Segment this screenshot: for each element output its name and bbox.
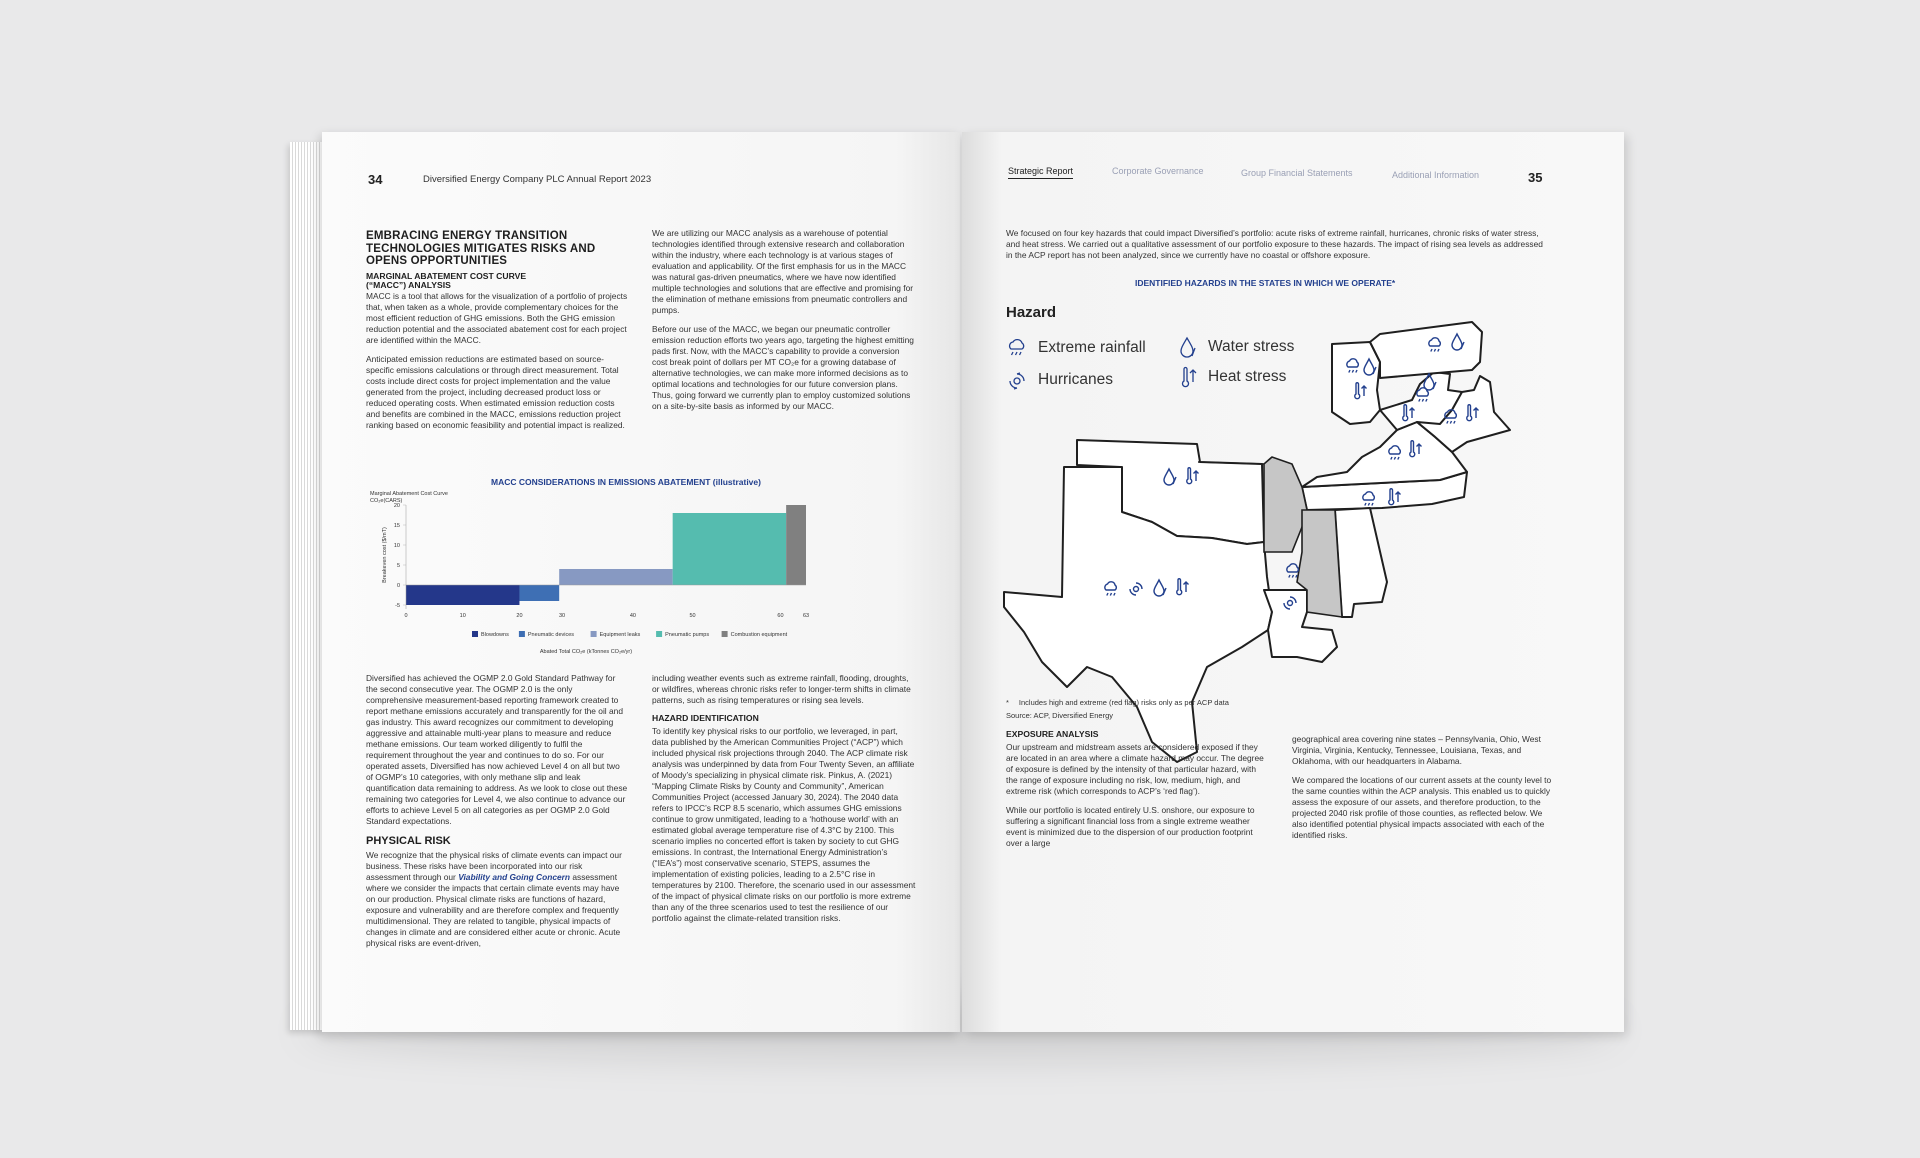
report-header: Diversified Energy Company PLC Annual Report 2023 (423, 174, 652, 185)
y-tick-label: 0 (396, 583, 400, 589)
legend-label: Equipment leaks (599, 632, 641, 638)
chart-subtitle: Marginal Abatement Cost Curve (370, 491, 448, 497)
x-tick-label: 60 (777, 613, 784, 619)
legend-swatch (519, 631, 525, 637)
legend-label: Blowdowns (481, 632, 509, 638)
left-lower-column-1 (366, 673, 628, 957)
hazard-heading: Hazard (1006, 304, 1057, 321)
map-title: IDENTIFIED HAZARDS IN THE STATES IN WHICH WE OPERATE* (1135, 278, 1396, 288)
pennsylvania-state (1370, 322, 1482, 378)
alabama-state (1335, 508, 1387, 617)
paragraph: Our upstream and midstream assets are considered exposed if they are located in an area where a climate hazard may occur. The degree of exposure is defined by the intensity of that particular hazard, with the range of exposure including no risk, low, medium, high, and extreme risk (which corresponds to ACP’s ‘red flag’). (1006, 741, 1264, 796)
legend-swatch (591, 631, 597, 637)
nav-corporate-governance[interactable]: Corporate Governance (1112, 166, 1204, 176)
section-title: EMBRACING ENERGY TRANSITION TECHNOLOGIES MITIGATES RISKS AND OPENS OPPORTUNITIES (366, 230, 596, 267)
macc-bar-pneumatic-devices (519, 585, 559, 601)
chart-subtitle: CO₂e(CARS) (370, 498, 403, 504)
hazard-identification-title: HAZARD IDENTIFICATION (652, 713, 759, 723)
paragraph: Anticipated emission reductions are estimated based on source-specific emissions calculations or through direct measurement. Total costs include direct costs for project implementation and the value generated from the project, including decreased product loss or reduced operating costs. When estimated emission reduction costs and benefits are combined in the MACC, emissions reduction project ranking based on economic feasibility and potential impact is realized. (366, 353, 625, 430)
legend-label: Combustion equipment (730, 632, 788, 638)
paragraph: MACC is a tool that allows for the visualization of a portfolio of projects that, when taken as a whole, provide complementary choices for the most efficient reduction of GHG emissions. Both the GHG emission reduction potential and the associated abatement cost for each project are identified within the MACC. (366, 290, 628, 345)
paragraph: geographical area covering nine states – Pennsylvania, Ohio, West Virginia, Virginia, Kentucky, Tennessee, Louisiana, Texas, and Oklahoma, with our headquarters in Alabama. (1292, 734, 1541, 766)
macc-bar-equipment-leaks (559, 569, 672, 585)
page-edges (290, 142, 324, 1030)
right-page (962, 132, 1624, 1032)
macc-chart (362, 489, 932, 659)
nav-strategic-report[interactable]: Strategic Report (1008, 166, 1073, 179)
y-tick-label: 20 (393, 503, 400, 509)
viability-link[interactable]: Viability and Going Concern (458, 872, 571, 882)
macc-subtitle: MARGINAL ABATEMENT COST CURVE (“MACC”) ANALYSIS (366, 270, 527, 290)
paragraph: Diversified has achieved the OGMP 2.0 Gold Standard Pathway for the second consecutive year. The OGMP 2.0 is the only comprehensive measurement-based reporting framework created to report methane emissions accurately and transparently for the oil and gas industry. This award recognizes our commitment to developing aggressive and attainable multi-year plans to measure and reduce methane emissions. Our team worked diligently to fulfil the requirement throughout the year and continues to do so. For our operated assets, Diversified has now achieved Level 4 on all but two of OGMP’s 10 categories, with only methane slip and leak quantification data remaining to address. As we look to close out these remaining two categories for Level 4, we also continue to advance our efforts to achieve Level 5 on all categories as per OGMP 2.0 Gold Standard expectations. (366, 673, 628, 826)
physical-risk-title: PHYSICAL RISK (366, 835, 451, 847)
macc-bar-blowdowns (406, 585, 519, 605)
x-tick-label: 0 (404, 613, 408, 619)
right-column-2 (1292, 734, 1554, 849)
y-tick-label: 15 (393, 523, 400, 529)
paragraph: including weather events such as extreme rainfall, flooding, droughts, or wildfires, whereas chronic risks refer to longer-term shifts in climate patterns, such as rising temperatures or rising sea levels. (652, 673, 911, 705)
right-column-1 (1006, 730, 1264, 857)
footnote-text: Includes high and extreme (red flag) risks only as per ACP data (1018, 698, 1229, 707)
legend-label: Pneumatic pumps (665, 632, 710, 638)
exposure-analysis-title: EXPOSURE ANALYSIS (1006, 729, 1099, 739)
macc-bar-combustion-equipment (786, 505, 806, 585)
nav-group-financial-statements[interactable]: Group Financial Statements (1241, 168, 1353, 178)
left-lower-column-2 (652, 673, 916, 932)
y-tick-label: -5 (395, 603, 400, 609)
paragraph (366, 850, 628, 949)
chart-title: MACC CONSIDERATIONS IN EMISSIONS ABATEMENT (illustrative) (491, 477, 761, 487)
x-tick-label: 20 (516, 613, 523, 619)
hazard-label: Extreme rainfall (1038, 339, 1146, 356)
x-tick-label: 40 (629, 613, 637, 619)
legend-label: Pneumatic devices (527, 632, 575, 638)
x-tick-label: 50 (689, 613, 696, 619)
footnote: * Includes high and extreme (red flag) risks only as per ACP data (1006, 698, 1229, 707)
hazard-label: Water stress (1208, 338, 1295, 355)
source-note: Source: ACP, Diversified Energy (1006, 711, 1113, 720)
x-axis-label: Abated Total CO₂e (kTonnes CO₂e/yr) (539, 649, 633, 655)
macc-bar-pneumatic-pumps (673, 513, 786, 585)
paragraph-text: We recognize that the physical risks of climate events can impact our business. These risks have been incorporated into our risk assessment through our (366, 850, 622, 882)
paragraph: We compared the locations of our current assets at the county level to the same counties within the ACP analysis. This enabled us to quickly assess the exposure of our assets, and therefore production, to the projected 2040 risk profile of those counties, as reflected below. We also identified potential physical impacts associated with each of the identified risks. (1292, 775, 1552, 840)
paragraph: We are utilizing our MACC analysis as a warehouse of potential technologies identified through extensive research and collaboration within the industry, where each technology is at various stages of evaluation and applicability. Of the first emphasis for us in the MACC was natural gas-driven pneumatics, where we have now identified multiple technologies and solutions that are effective and promising for the elimination of methane emissions from pneumatic controllers and pumps. (652, 228, 914, 315)
rain-cloud-icon (1287, 564, 1299, 578)
left-page (322, 132, 960, 1032)
hazard-label: Heat stress (1208, 368, 1287, 385)
y-tick-label: 5 (396, 563, 400, 569)
left-column-2 (652, 228, 914, 420)
hazard-label: Hurricanes (1038, 371, 1113, 388)
page-number: 35 (1528, 170, 1543, 185)
legend-swatch (472, 631, 478, 637)
paragraph-text: assessment where we consider the impacts that certain climate events may have on our production. Physical climate risks are functions of hazard, exposure and vulnerability and are therefore complex and frequently multidimensional. They are related to tangible, physical impacts of changes in climate and are considered either acute or chronic. Acute physical risks are event-driven, (366, 872, 621, 948)
legend-swatch (722, 631, 728, 637)
x-tick-label: 30 (558, 613, 566, 619)
nav-additional-information[interactable]: Additional Information (1392, 170, 1480, 180)
y-axis-label: Breakeven cost ($/mT) (382, 527, 388, 583)
paragraph: Before our use of the MACC, we began our pneumatic controller emission reduction efforts two years ago, targeting the highest emitting pads first. Now, with the MACC’s capability to provide a conversion cost break point of dollars per MT CO₂e for a growing database of alternative technologies, we can make more informed decisions as to optimal locations and technologies for our future conversion plans. Thus, going forward we currently plan to employ customized solutions on a site-by-site basis as informed by our MACC. (652, 324, 914, 411)
paragraph: While our portfolio is located entirely U.S. onshore, our exposure to suffering a significant financial loss from a single extreme weather event is minimized due to the dispersion of our production footprint over a large (1006, 804, 1255, 848)
intro-paragraph: We focused on four key hazards that could impact Diversified’s portfolio: acute risks of extreme rainfall, hurricanes, chronic risks of water stress, and heat stress. We carried out a qualitative assessment of our portfolio exposure to these hazards. The impact of rising sea levels as addressed in the ACP report has not been analyzed, since we currently have no coastal or offshore exposure. (1006, 228, 1543, 260)
paragraph: To identify key physical risks to our portfolio, we leveraged, in part, data published by the American Communities Project (“ACP”) which included physical risk projections through 2040. The ACP climate risk analysis was underpinned by data from Four Twenty Seven, an affiliate of Moody’s specializing in physical climate risk. Pinkus, A. (2021) “Mapping Climate Risks by County and Community”, American Communities Project (accessed January 30, 2024). The 2040 data refers to IPCC’s RCP 8.5 scenario, which assumes GHG emissions continue to grow unmitigated, leading to a ‘hothouse world’ with an estimated global average temperature rise of 4.3°C by 2100. This scenario implies no concerted effort is taken by society to cut GHG emissions. In contrast, the International Energy Administration’s (“IEA’s”) most conservative scenario, STEPS, assumes the implementation of existing policies, leading to a 2.5°C rise in temperatures by 2100. Therefore, the scenario used in our assessment of the impact of physical climate risks on our portfolio is more extreme than any of the three scenarios used to test the resilience of our portfolio against the climate-related transition risks. (652, 725, 916, 923)
legend-swatch (656, 631, 662, 637)
y-tick-label: 10 (393, 543, 400, 549)
x-tick-label: 63 (802, 613, 810, 619)
left-column-1 (366, 230, 628, 439)
x-tick-label: 10 (459, 613, 466, 619)
page-number: 34 (368, 172, 383, 187)
